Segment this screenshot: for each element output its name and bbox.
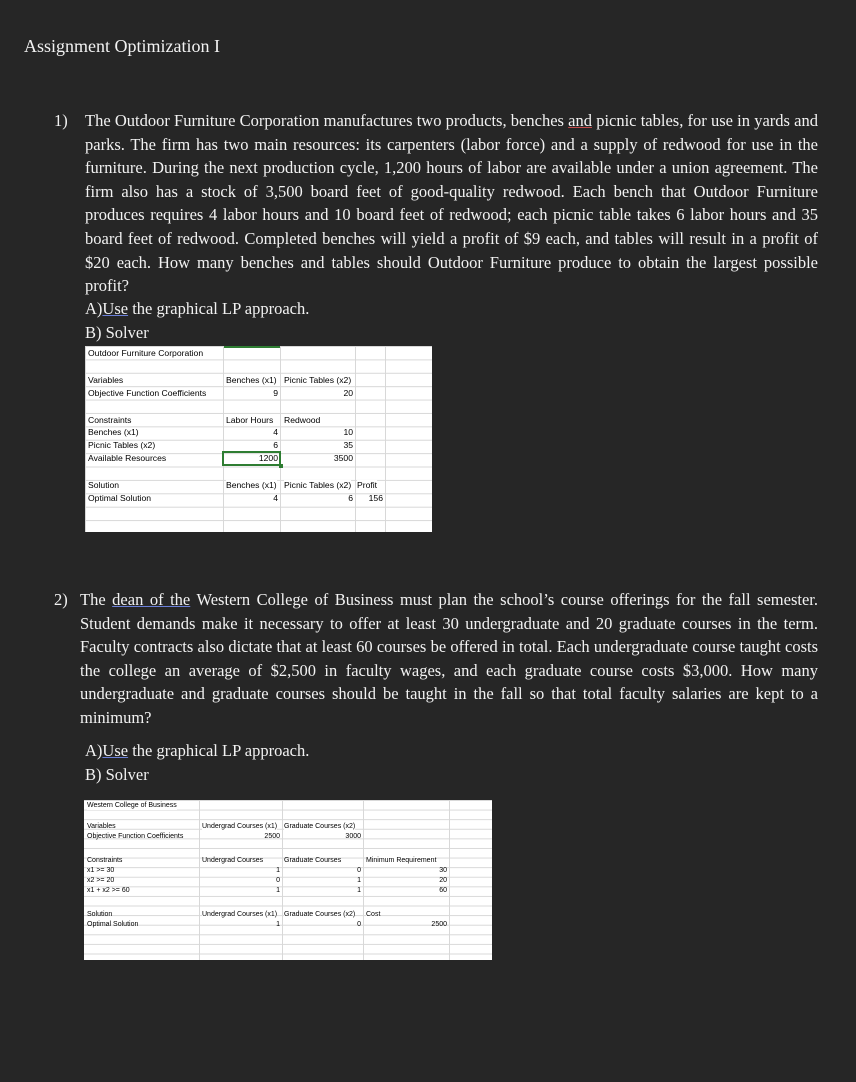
sheet1-sol-tables: 6 bbox=[348, 493, 353, 503]
sheet1-variables-label: Variables bbox=[88, 375, 124, 385]
sheet1-coef-tables: 20 bbox=[343, 388, 353, 398]
sheet2-constraints-label: Constraints bbox=[87, 857, 123, 864]
sheet2-col-grad: Graduate Courses (x2) bbox=[284, 823, 356, 830]
sheet2-coef-grad: 3000 bbox=[345, 833, 361, 840]
sheet1-col-tables: Picnic Tables (x2) bbox=[284, 375, 352, 385]
sheet1-profit-header: Profit bbox=[357, 480, 378, 490]
sheet1-profit: 156 bbox=[368, 493, 383, 503]
sheet2-r3-grad: 1 bbox=[357, 887, 361, 894]
question-2 bbox=[54, 588, 818, 730]
part-a-rest: the graphical LP approach. bbox=[128, 741, 310, 760]
question-1-text bbox=[54, 109, 818, 298]
sheet1-solution-label: Solution bbox=[88, 480, 120, 490]
sheet1-col-labor: Labor Hours bbox=[226, 415, 274, 425]
sheet1-row-available: Available Resources bbox=[88, 453, 167, 463]
sheet2-sol-grad-header: Graduate Courses (x2) bbox=[284, 911, 356, 918]
question-2-number: 2) bbox=[54, 590, 68, 609]
question-1-number: 1) bbox=[54, 111, 68, 130]
sheet1-title: Outdoor Furniture Corporation bbox=[88, 348, 204, 358]
sheet2-r2-ug: 0 bbox=[276, 877, 280, 884]
part-a-use: Use bbox=[102, 299, 129, 318]
sheet2-c-grad-header: Graduate Courses bbox=[284, 857, 342, 864]
question-1-part-b: B) Solver bbox=[85, 323, 149, 342]
sheet1-constraints-label: Constraints bbox=[88, 415, 132, 425]
sheet2-r3-min: 60 bbox=[439, 887, 447, 894]
spreadsheet-western-college bbox=[84, 800, 492, 960]
grammar-flag-dean: dean of the bbox=[112, 590, 191, 609]
part-a-prefix: A) bbox=[85, 741, 103, 760]
question-1-part-a bbox=[85, 297, 309, 321]
question-1 bbox=[54, 109, 818, 298]
sheet2-row2: x2 >= 20 bbox=[87, 877, 115, 884]
part-a-rest: the graphical LP approach. bbox=[128, 299, 310, 318]
sheet2-sol-grad: 0 bbox=[357, 921, 361, 928]
question-1-text-part: The Outdoor Furniture Corporation manufactures two products, benches bbox=[85, 111, 569, 130]
sheet1-redwood-benches: 10 bbox=[343, 427, 353, 437]
spreadsheet-outdoor-furniture bbox=[85, 346, 432, 532]
sheet1-labor-benches: 4 bbox=[273, 427, 278, 437]
sheet2-cost-header: Cost bbox=[366, 911, 381, 918]
sheet1-redwood-available: 3500 bbox=[333, 453, 353, 463]
question-2-text bbox=[54, 588, 818, 730]
sheet2-r1-ug: 1 bbox=[276, 867, 280, 874]
sheet2-row1: x1 >= 30 bbox=[87, 867, 115, 874]
sheet2-c-ug-header: Undergrad Courses bbox=[202, 857, 264, 864]
sheet2-variables-label: Variables bbox=[87, 823, 116, 830]
sheet1-labor-available: 1200 bbox=[258, 453, 278, 463]
document-title: Assignment Optimization I bbox=[24, 36, 220, 56]
question-2-text-part: Western College of Business must plan the school’s course offerings for the fall semester. Student demands make it necessary to offer at least 30 undergraduate and 20 graduate courses in the term. Faculty contracts also dictate that at least 60 courses be offered in total. Each undergraduate course taught costs the college an average of $2,500 in faculty wages, and each graduate course costs $3,000. How many undergraduate and graduate courses should be taught in the fall so that total faculty salaries are kept to a minimum? bbox=[80, 590, 818, 727]
sheet2-r2-grad: 1 bbox=[357, 877, 361, 884]
sheet1-row-tables: Picnic Tables (x2) bbox=[88, 440, 156, 450]
sheet1-coef-benches: 9 bbox=[273, 388, 278, 398]
sheet2-c-min-header: Minimum Requirement bbox=[366, 857, 437, 864]
sheet1-sol-benches: 4 bbox=[273, 493, 278, 503]
sheet2-coef-ug: 2500 bbox=[264, 833, 280, 840]
sheet1-objective-label: Objective Function Coefficients bbox=[88, 388, 207, 398]
sheet2-row3: x1 + x2 >= 60 bbox=[87, 887, 130, 894]
sheet2-title: Western College of Business bbox=[87, 802, 177, 809]
sheet1-sol-benches-header: Benches (x1) bbox=[226, 480, 277, 490]
sheet2-cost: 2500 bbox=[431, 921, 447, 928]
sheet1-labor-tables: 6 bbox=[273, 440, 278, 450]
sheet1-sol-tables-header: Picnic Tables (x2) bbox=[284, 480, 352, 490]
sheet2-r3-ug: 1 bbox=[276, 887, 280, 894]
question-2-part-b: B) Solver bbox=[85, 765, 149, 784]
question-2-text-part: The bbox=[80, 590, 113, 609]
sheet2-sol-ug: 1 bbox=[276, 921, 280, 928]
sheet1-optimal-label: Optimal Solution bbox=[88, 493, 152, 503]
question-1-text-part: picnic tables, for use in yards and parks. The firm has two main resources: its carpenters (labor force) and a supply of redwood for use in the furniture. During the next production cycle, 1,200 hours of labor are available under a union agreement. The firm also has a stock of 3,500 board feet of good-quality redwood. Each bench that Outdoor Furniture produces requires 4 labor hours and 10 board feet of redwood; each picnic table takes 6 labor hours and 35 board feet of redwood. Completed benches will yield a profit of $9 each, and tables will result in a profit of $20 each. How many benches and tables should Outdoor Furniture produce to obtain the largest possible profit? bbox=[85, 111, 818, 296]
spell-flag-and: and bbox=[568, 111, 592, 130]
sheet2-r1-min: 30 bbox=[439, 867, 447, 874]
sheet2-optimal-label: Optimal Solution bbox=[87, 921, 139, 928]
part-a-use: Use bbox=[102, 741, 129, 760]
sheet2-r2-min: 20 bbox=[439, 877, 447, 884]
sheet2-sol-ug-header: Undergrad Courses (x1) bbox=[202, 911, 278, 918]
sheet1-col-redwood: Redwood bbox=[284, 415, 321, 425]
sheet2-objective-label: Objective Function Coefficients bbox=[87, 833, 184, 840]
sheet1-col-benches: Benches (x1) bbox=[226, 375, 277, 385]
part-a-prefix: A) bbox=[85, 299, 103, 318]
sheet1-redwood-tables: 35 bbox=[343, 440, 353, 450]
sheet1-row-benches: Benches (x1) bbox=[88, 427, 139, 437]
question-2-part-a bbox=[85, 739, 309, 763]
sheet2-r1-grad: 0 bbox=[357, 867, 361, 874]
sheet2-solution-label: Solution bbox=[87, 911, 113, 918]
cell-selection-top bbox=[224, 346, 280, 348]
sheet2-col-ug: Undergrad Courses (x1) bbox=[202, 823, 278, 830]
